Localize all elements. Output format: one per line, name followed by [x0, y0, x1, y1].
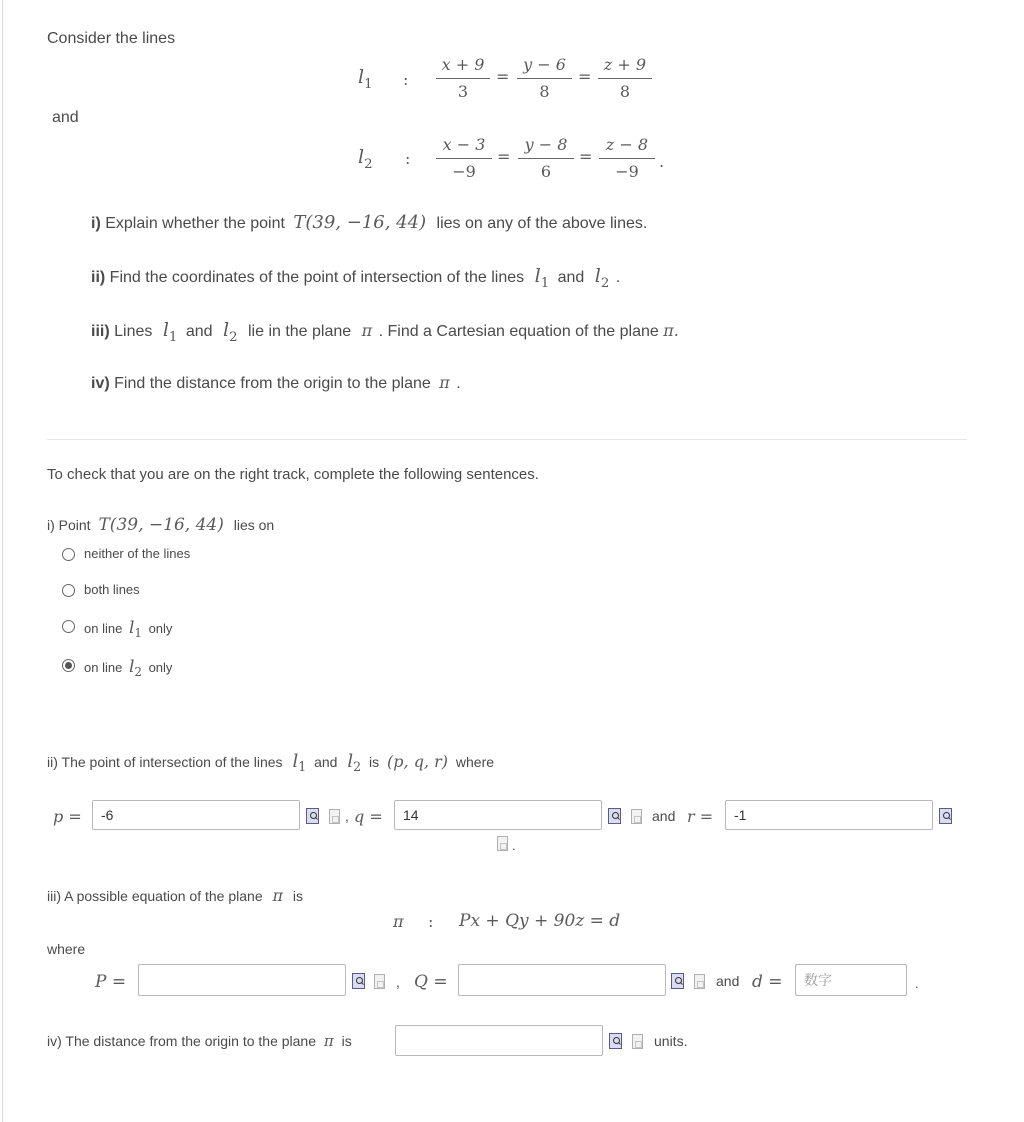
help-icon[interactable] [306, 808, 319, 824]
Q-input[interactable] [458, 964, 666, 996]
radio-button-selected[interactable] [62, 659, 75, 672]
q-label: q = [354, 807, 383, 826]
line1-fraction-x: $\frac{x + 9}{3}$ [436, 55, 490, 101]
radio-option-neither[interactable] [60, 544, 280, 564]
preview-icon[interactable] [632, 1034, 643, 1049]
r-label: r = [687, 807, 714, 826]
line2-fraction-z: $\frac{z - 8}{-9}$ [599, 135, 655, 181]
line2-colon: : [405, 149, 411, 168]
preview-icon[interactable] [374, 974, 385, 989]
check-intro: To check that you are on the right track, complete the following sentences. [47, 466, 539, 483]
help-icon[interactable] [939, 808, 952, 824]
plane-equation: Px + Qy + 90z = d [459, 911, 621, 931]
divider [47, 439, 967, 440]
Q-label: Q = [414, 972, 448, 992]
left-border [2, 0, 3, 1122]
where-text: where [47, 941, 86, 957]
line2-fraction-y: $\frac{y - 8}{6}$ [518, 135, 574, 181]
part-i: i) Explain whether the point T(39, −16, 44) lies on any of the above lines. [91, 212, 648, 233]
plane-colon: : [428, 912, 434, 931]
radio-button[interactable] [62, 548, 75, 561]
check-ii-prompt: ii) The point of intersection of the lines $l_1$ and $l_2$ is (p, q, r) where [47, 751, 495, 775]
comma: , [345, 808, 349, 824]
P-label: P = [95, 972, 127, 992]
part-iii: iii) Lines $l_1$ and $l_2$ lie in the plane π . Find a Cartesian equation of the plane π. [91, 319, 679, 345]
line2-fraction-x: $\frac{x - 3}{-9}$ [436, 135, 492, 181]
distance-input[interactable] [395, 1025, 603, 1056]
radio-button[interactable] [62, 620, 75, 633]
radio-label: both lines [84, 582, 140, 597]
help-icon[interactable] [609, 1033, 622, 1049]
comma: , [396, 974, 400, 990]
line1-label: $l_1$ [358, 66, 373, 92]
line1-colon: : [403, 70, 409, 89]
radio-option-line2[interactable] [60, 655, 280, 680]
radio-option-line1[interactable] [60, 616, 280, 641]
line1-fraction-y: $\frac{y - 6}{8}$ [517, 55, 572, 101]
line1-fraction-z: $\frac{z + 9}{8}$ [598, 55, 652, 101]
question-intro: Consider the lines [47, 30, 176, 47]
period: . [915, 976, 919, 991]
equals-sign: = [496, 67, 510, 86]
p-input[interactable] [92, 800, 300, 830]
part-iv: iv) Find the distance from the origin to the plane π . [91, 373, 461, 392]
line2-period: . [659, 152, 665, 171]
and-text: and [652, 808, 676, 824]
check-iii-prompt: iii) A possible equation of the plane π is [47, 886, 304, 905]
d-label: d = [752, 972, 783, 992]
radio-option-both[interactable] [60, 580, 280, 600]
and-text: and [716, 973, 740, 989]
period: . [512, 838, 516, 853]
plane-pi: π [393, 912, 404, 931]
preview-icon[interactable] [329, 809, 340, 824]
d-input[interactable] [795, 964, 907, 996]
preview-icon[interactable] [631, 809, 642, 824]
preview-icon[interactable] [694, 974, 705, 989]
check-i-prompt: i) Point T(39, −16, 44) lies on [47, 515, 275, 535]
q-input[interactable] [394, 800, 602, 830]
radio-label: on line $l_1$ only [84, 618, 173, 641]
check-iv-prompt: iv) The distance from the origin to the plane π is [47, 1032, 352, 1050]
preview-icon[interactable] [497, 836, 508, 851]
p-label: p = [53, 807, 82, 826]
equals-sign: = [497, 147, 511, 166]
equals-sign: = [578, 67, 592, 86]
units-text: units. [654, 1033, 688, 1049]
radio-button[interactable] [62, 584, 75, 597]
radio-label: on line $l_2$ only [84, 657, 173, 680]
P-input[interactable] [138, 964, 346, 996]
part-ii: ii) Find the coordinates of the point of intersection of the lines $l_1$ and $l_2$ . [91, 265, 621, 291]
help-icon[interactable] [671, 973, 684, 989]
help-icon[interactable] [608, 808, 621, 824]
and-text: and [52, 109, 79, 126]
radio-label: neither of the lines [84, 546, 191, 561]
equals-sign: = [579, 147, 593, 166]
r-input[interactable] [725, 800, 933, 830]
help-icon[interactable] [352, 973, 365, 989]
line2-label: $l_2$ [358, 146, 373, 172]
